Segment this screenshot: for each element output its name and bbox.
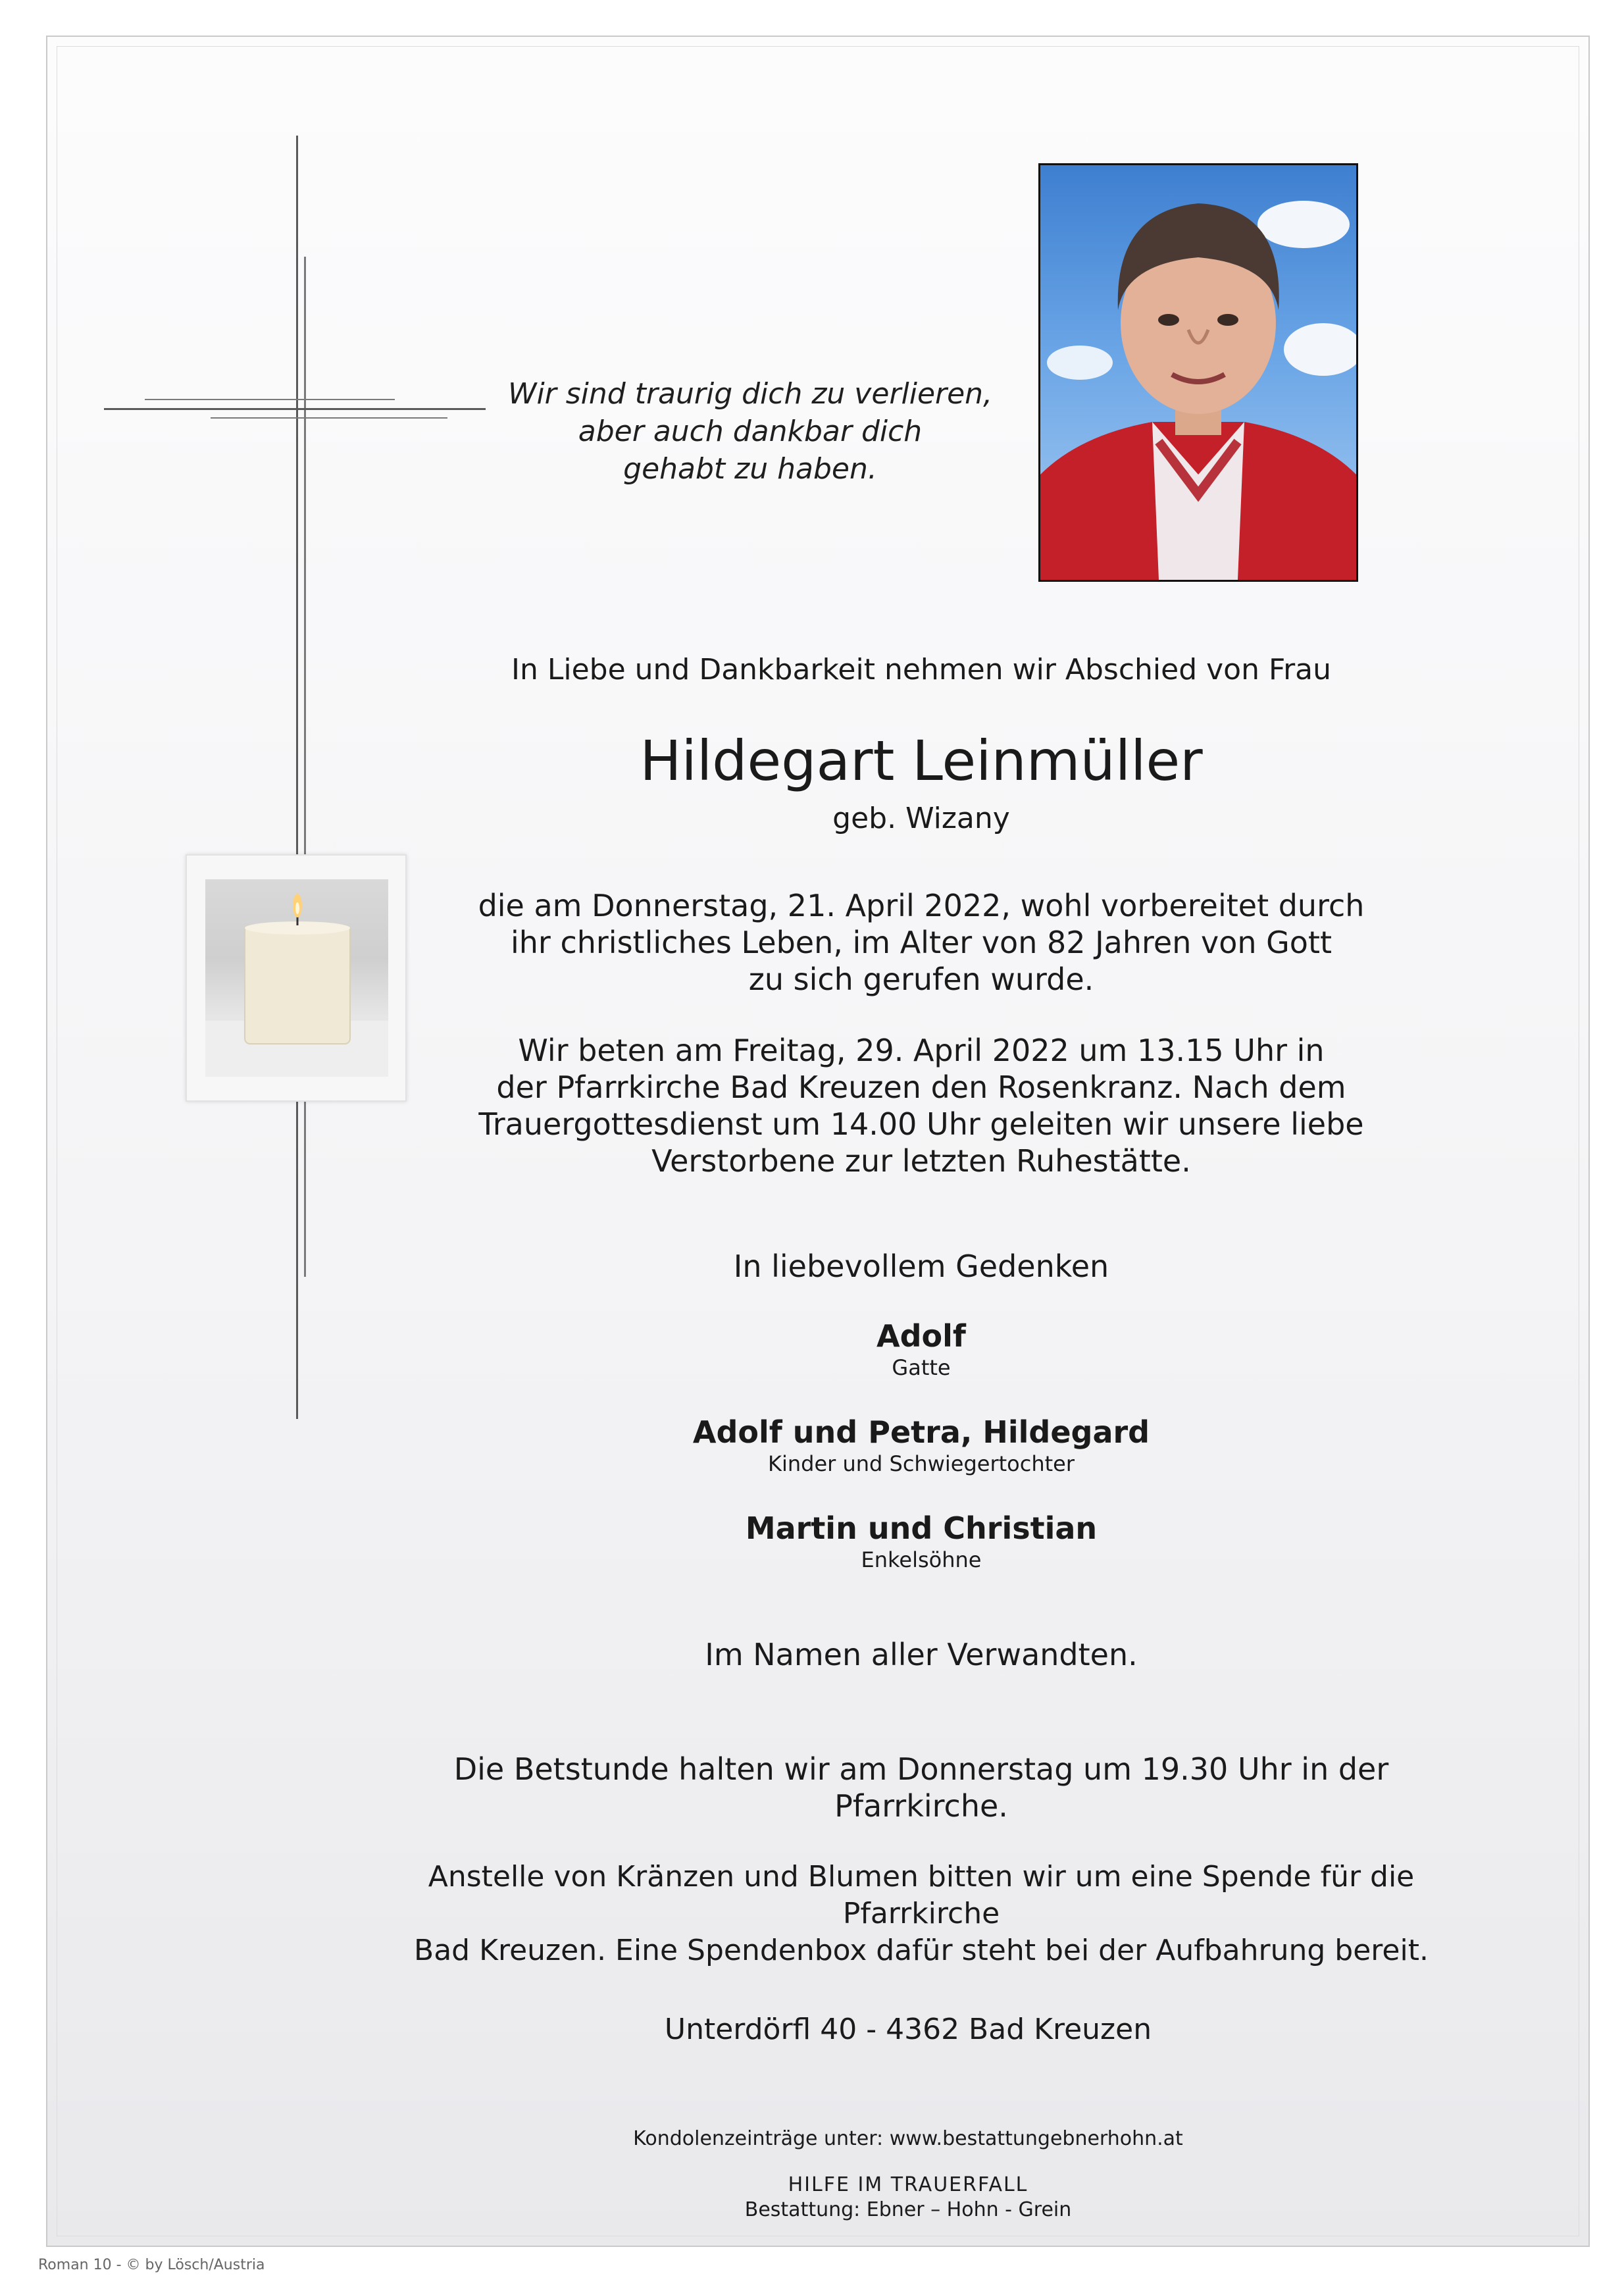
service-line: Verstorbene zur letzten Ruhestätte. <box>651 1143 1191 1179</box>
prayer-hour: Die Betstunde halten wir am Donnerstag um 19.30 Uhr in der Pfarrkirche. <box>453 1751 1389 1824</box>
mourner-group <box>461 1510 1382 1573</box>
quote-line: Wir sind traurig dich zu verlieren, <box>507 377 993 411</box>
mourner-names: Adolf <box>876 1318 966 1354</box>
quote-line: gehabt zu haben. <box>623 452 877 486</box>
quote <box>461 375 1040 488</box>
address: Unterdörfl 40 - 4362 Bad Kreuzen <box>664 2013 1152 2046</box>
mourner-names: Adolf und Petra, Hildegard <box>692 1414 1150 1450</box>
candle-icon <box>205 879 388 1077</box>
quote-line: aber auch dankbar dich <box>578 415 923 448</box>
candle-image <box>205 879 388 1077</box>
service-line: Trauergottesdienst um 14.00 Uhr geleiten wir unsere liebe <box>478 1106 1364 1142</box>
service-line: der Pfarrkirche Bad Kreuzen den Rosenkranz. Nach dem <box>496 1069 1346 1105</box>
relatives-text: Im Namen aller Verwandten. <box>705 1637 1138 1672</box>
portrait-image <box>1040 165 1356 580</box>
service-notice <box>461 1032 1382 1179</box>
service-line: Wir beten am Freitag, 29. April 2022 um 13.15 Uhr in <box>518 1033 1325 1068</box>
birth-name: geb. Wizany <box>832 802 1010 835</box>
funeral-home: Bestattung: Ebner – Hohn - Grein <box>744 2198 1072 2221</box>
intro-text: In Liebe und Dankbarkeit nehmen wir Abschied von Frau <box>511 653 1332 686</box>
mourner-relation: Kinder und Schwiegertochter <box>767 1451 1075 1476</box>
candle-card <box>186 854 407 1102</box>
mourner-names: Martin und Christian <box>745 1510 1098 1546</box>
condolence-link: Kondolenzeinträge unter: www.bestattungebnerhohn.at <box>633 2127 1183 2150</box>
death-notice-line: ihr christliches Leben, im Alter von 82 Jahren von Gott <box>510 925 1332 960</box>
footer-credit: Roman 10 - © by Lösch/Austria <box>38 2257 265 2273</box>
donation-notice <box>368 1859 1474 1969</box>
deceased-name: Hildegart Leinmüller <box>640 729 1203 793</box>
death-notice <box>461 887 1382 998</box>
portrait-photo <box>1038 163 1358 582</box>
mourner-group <box>461 1414 1382 1477</box>
remembrance-heading: In liebevollem Gedenken <box>733 1249 1109 1284</box>
death-notice-line: zu sich gerufen wurde. <box>748 962 1094 997</box>
mourner-relation: Gatte <box>892 1355 951 1380</box>
mourner-group <box>461 1318 1382 1381</box>
death-notice-line: die am Donnerstag, 21. April 2022, wohl vorbereitet durch <box>478 888 1365 923</box>
help-title: HILFE IM TRAUERFALL <box>788 2173 1028 2196</box>
mourner-relation: Enkelsöhne <box>861 1547 982 1572</box>
donation-line: Bad Kreuzen. Eine Spendenbox dafür steht bei der Aufbahrung bereit. <box>414 1934 1429 1967</box>
donation-line: Anstelle von Kränzen und Blumen bitten wir um eine Spende für die Pfarrkirche <box>428 1860 1415 1930</box>
